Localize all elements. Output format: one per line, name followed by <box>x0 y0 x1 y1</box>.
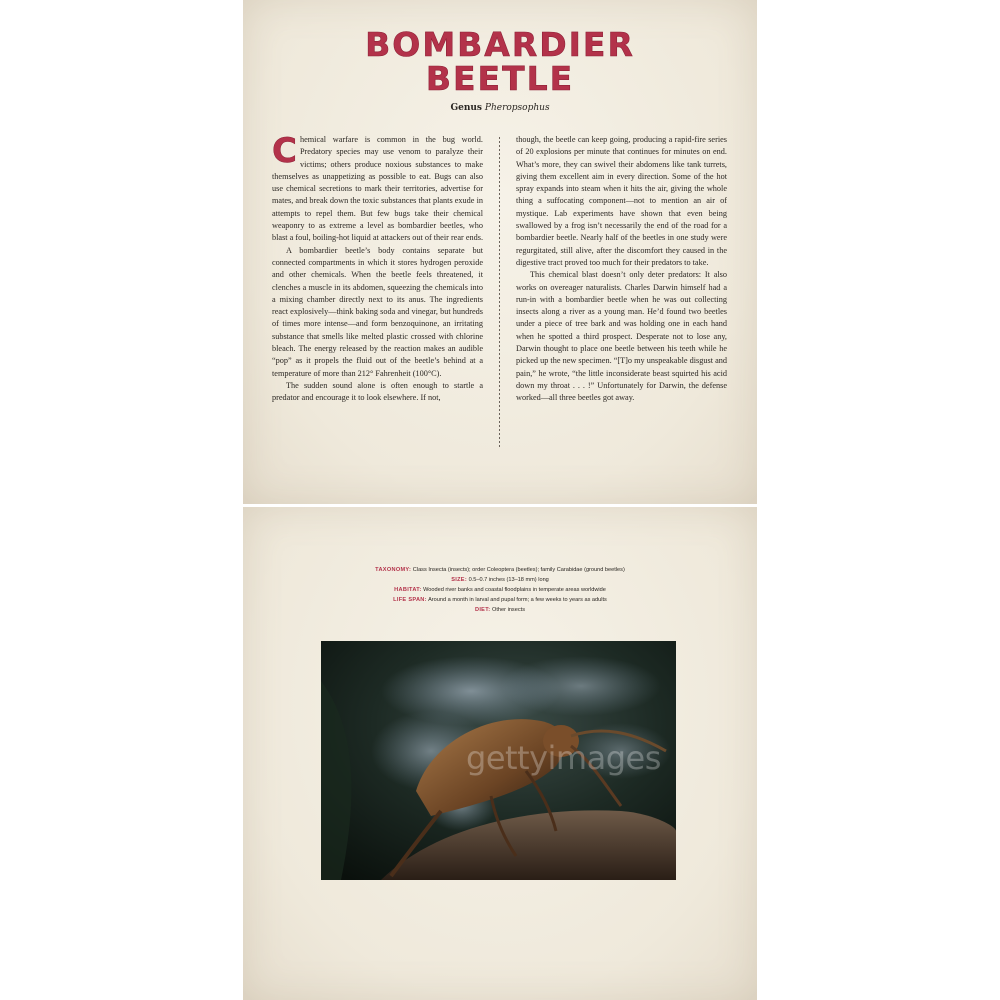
paragraph: The sudden sound alone is often enough to startle a predator and encourage it to look elsewhere. If not, <box>272 380 483 403</box>
page-title-line-1: BOMBARDIER <box>365 25 635 64</box>
genus-name: Pheropsophus <box>484 103 550 113</box>
fact-life-span <box>243 595 757 605</box>
fact-label: LIFE SPAN: <box>393 597 427 603</box>
fact-size <box>243 575 757 585</box>
paragraph <box>272 131 484 245</box>
paragraph: This chemical blast doesn’t only deter predators: It also works on overeager naturalists. Charles Darwin himself had a run-in with a bombardier beetle when he was out collecting insects along a river as a young man. He’d found two beetles under a piece of tree bark and was holding one in each hand when he spotted a third prospect. Desperate not to lose any, Darwin thought to place one beetle between his teeth while he picked up the new specimen. “[T]o my unspeakable disgust and pain,” he wrote, “the little inconsiderate beast squirted his acid down my throat . . . !” Unfortunately for Darwin, the defense worked—all three beetles got away. <box>516 270 727 403</box>
fact-value: Wooded river banks and coastal floodplains in temperate areas worldwide <box>423 587 606 593</box>
fact-label: HABITAT: <box>394 587 422 593</box>
fact-value: Around a month in larval and pupal form; a few weeks to years as adults <box>428 597 607 603</box>
page-top <box>243 0 757 504</box>
fact-label: SIZE: <box>451 577 467 583</box>
genus-label: Genus <box>450 103 483 113</box>
page-bottom <box>243 507 757 1000</box>
fact-diet <box>243 605 757 615</box>
page-title-line-2: BEETLE <box>425 59 575 98</box>
column-divider <box>499 137 501 449</box>
beetle-photo <box>321 641 676 880</box>
paragraph-text: hemical warfare is common in the bug world. Predatory species may use venom to paralyze their victims; others produce noxious substances to make themselves as unappetizing as possible to eat. Bugs can also use chemical secretions to mark their territories, advertise for mates, and break down the toxic substances that plants exude in attempts to repel them. But few bugs take their chemical weaponry to as extreme a level as bombardier beetles, who blast a foul, boiling-hot liquid at attackers out of their rear ends. <box>272 135 484 243</box>
watermark: gettyimages <box>466 739 661 777</box>
text-column-right <box>516 134 727 405</box>
fact-value: Other insects <box>492 607 525 613</box>
fact-habitat <box>243 585 757 595</box>
paragraph: A bombardier beetle’s body contains separate but connected compartments in which it stores hydrogen peroxide and other chemicals. When the beetle feels threatened, it clenches a muscle in its abdomen, squeezing the chemicals into a mixing chamber directly next to its anus. The ingredients react explosively—think baking soda and vinegar, but hundreds of times more intense—and form benzoquinone, an irritating substance that smells like melted plastic crossed with chlorine bleach. The energy released by the reaction makes an audible “pop” as it propels the fluid out of the beetle’s behind at a temperature of more than 212° Fahrenheit (100°C). <box>272 245 483 378</box>
fact-label: DIET: <box>474 607 491 613</box>
fact-value: Class Insecta (insects); order Coleoptera (beetles); family Carabidae (ground beetles) <box>412 567 625 573</box>
drop-cap: C <box>272 131 297 171</box>
fact-box <box>243 565 757 615</box>
fact-taxonomy <box>243 565 757 575</box>
fact-value: 0.5–0.7 inches (13–18 mm) long <box>468 577 549 583</box>
genus-subtitle <box>243 103 757 113</box>
fact-label: TAXONOMY: <box>375 567 412 573</box>
paragraph: though, the beetle can keep going, producing a rapid-fire series of 20 explosions per minute that continues for minutes on end. What’s more, they can swivel their abdomens like tank turrets, giving them excellent aim in every direction. Some of the hot spray expands into steam when it hits the air, giving the whole thing a suffocating component—not to mention an air of mystique. Lab experiments have shown that even being swallowed by a frog isn’t necessarily the end of the road for a bombardier beetle. Nearly half of the beetles in one study were regurgitated, still alive, after the discomfort they caused in the digestive tract proved too much for their predators to take. <box>516 135 727 267</box>
text-column-left <box>272 131 484 405</box>
